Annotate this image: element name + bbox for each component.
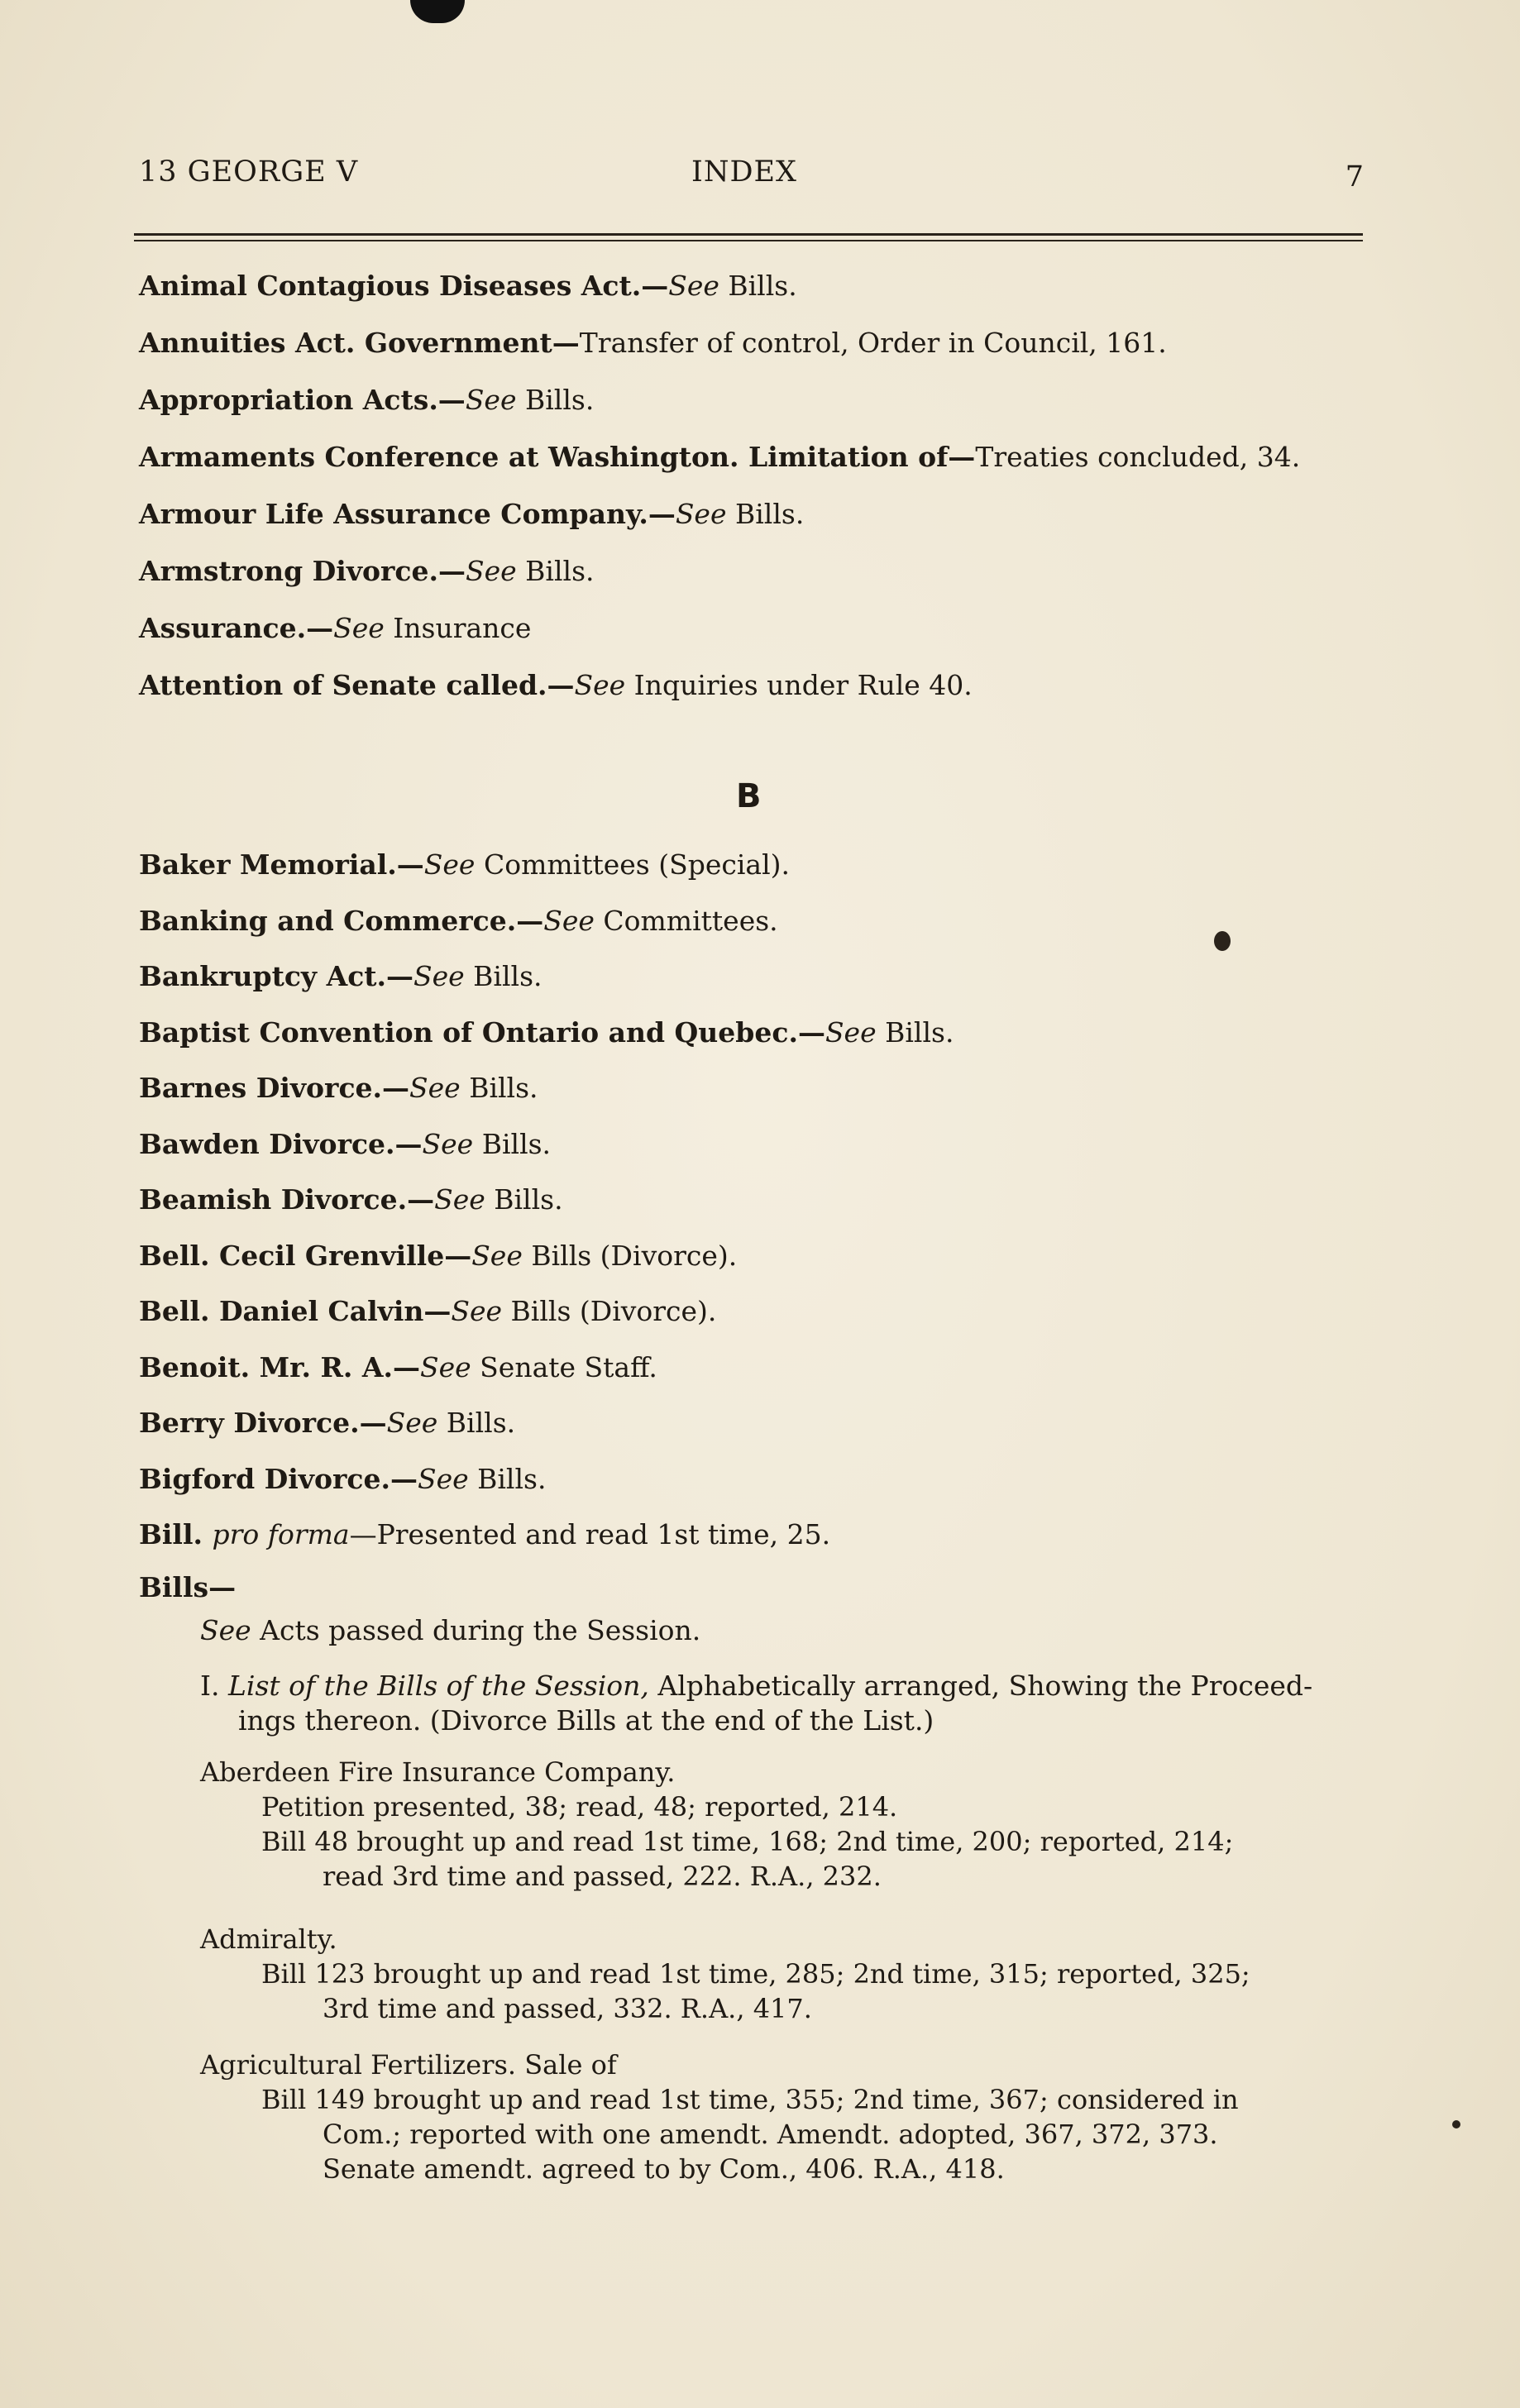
index-entry: Berry Divorce.—See Bills. [139,1407,516,1439]
index-entry: Banking and Commerce.—See Committees. [139,904,778,937]
running-header [139,155,1365,197]
list-intro-line: I. List of the Bills of the Session, Alphabetically arranged, Showing the Proceed- [200,1670,1313,1702]
index-entry: Bankruptcy Act.—See Bills. [139,960,543,992]
header-rule-double [134,240,1363,241]
header-title: INDEX [691,155,797,189]
index-entry: Bell. Daniel Calvin—See Bills (Divorce). [139,1295,717,1327]
ink-blot [410,0,465,23]
index-entry: Barnes Divorce.—See Bills. [139,1072,538,1104]
index-entry: Annuities Act. Government—Transfer of control, Order in Council, 161. [139,327,1167,359]
index-entry: Appropriation Acts.—See Bills. [139,384,595,416]
bill-item [200,1922,1369,2026]
index-entry: Attention of Senate called.—See Inquiries under Rule 40. [139,669,973,701]
index-entry: Bill. pro forma—Presented and read 1st time, 25. [139,1518,831,1550]
index-entry: Baptist Convention of Ontario and Quebec.—See Bills. [139,1015,954,1049]
index-entry: Assurance.—See Insurance [139,612,532,644]
bill-line-cont: Com.; reported with one amendt. Amendt. adopted, 367, 372, 373. [323,2119,1218,2150]
bills-heading: Bills— [139,1571,237,1603]
list-intro-cont: ings thereon. (Divorce Bills at the end of the List.) [238,1704,934,1737]
index-entry: Armaments Conference at Washington. Limitation of—Treaties concluded, 34. [139,441,1301,473]
header-rule [134,233,1363,236]
bill-line: Bill 123 brought up and read 1st time, 285; 2nd time, 315; reported, 325; [261,1958,1250,1990]
bill-line-cont: read 3rd time and passed, 222. R.A., 232. [323,1861,882,1892]
bill-line: Bill 149 brought up and read 1st time, 355; 2nd time, 367; considered in [261,2084,1239,2115]
index-entry: Animal Contagious Diseases Act.—See Bills. [139,270,797,302]
bill-item [200,1755,1369,1894]
bills-list-intro [200,1669,1368,1738]
bill-title: Aberdeen Fire Insurance Company. [200,1756,676,1788]
ink-spot [1214,931,1231,951]
bill-line-cont: Senate amendt. agreed to by Com., 406. R.A., 418. [323,2153,1005,2185]
index-entry: Bawden Divorce.—See Bills. [139,1127,552,1160]
section-letter: B [736,777,762,815]
header-left: 13 GEORGE V [139,155,359,189]
bill-line: Petition presented, 38; read, 48; reported, 214. [261,1791,898,1823]
page-number: 7 [1345,160,1365,194]
index-entry: Bell. Cecil Grenville—See Bills (Divorce). [139,1239,738,1272]
bills-see-also: See Acts passed during the Session. [200,1614,701,1646]
entries-a [139,270,1371,726]
bill-line: Bill 48 brought up and read 1st time, 168; 2nd time, 200; reported, 214; [261,1826,1234,1857]
bill-title: Admiralty. [200,1923,337,1955]
bill-item [200,2047,1369,2186]
index-entry: Armour Life Assurance Company.—See Bills. [139,498,805,530]
index-entry: Baker Memorial.—See Committees (Special). [139,848,790,881]
index-entry: Benoit. Mr. R. A.—See Senate Staff. [139,1350,657,1383]
bill-title: Agricultural Fertilizers. Sale of [200,2049,617,2081]
bill-line-cont: 3rd time and passed, 332. R.A., 417. [323,1993,812,2024]
index-entry: Armstrong Divorce.—See Bills. [139,555,595,587]
index-entry: Bigford Divorce.—See Bills. [139,1462,547,1495]
index-entry: Beamish Divorce.—See Bills. [139,1183,563,1216]
entries-b [139,848,1371,1574]
ink-spot [1452,2120,1460,2128]
